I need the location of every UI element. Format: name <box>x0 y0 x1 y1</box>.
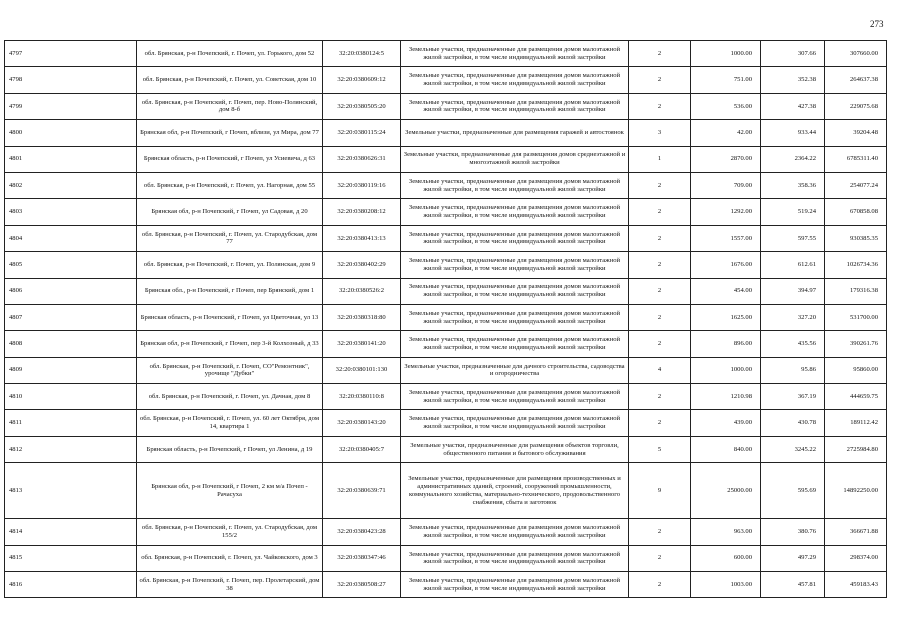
group-cell: 2 <box>629 278 691 304</box>
cadastral-number-cell: 32:20:0380119:16 <box>323 172 401 198</box>
cadastral-value-cell: 95860.00 <box>825 357 887 383</box>
cadastral-number-cell: 32:20:0380141:20 <box>323 331 401 357</box>
area-cell: 1000.00 <box>691 357 761 383</box>
address-cell: обл. Брянская, р-н Почепский, г. Почеп, ул. Советская, дом 10 <box>137 67 323 93</box>
land-plots-table <box>4 40 887 598</box>
cadastral-number-cell: 32:20:0380609:12 <box>323 67 401 93</box>
land-use-cell: Земельные участки, предназначенные для размещения домов малоэтажной жилой застройки, в том числе индивидуальной жилой застройки <box>401 331 629 357</box>
cadastral-value-cell: 298374.00 <box>825 545 887 571</box>
row-number: 4805 <box>5 252 137 278</box>
row-number: 4814 <box>5 519 137 545</box>
group-cell: 2 <box>629 67 691 93</box>
table-row <box>5 572 887 598</box>
land-use-cell: Земельные участки, предназначенные для размещения домов малоэтажной жилой застройки, в том числе индивидуальной жилой застройки <box>401 278 629 304</box>
cadastral-number-cell: 32:20:0380347:46 <box>323 545 401 571</box>
address-cell: Брянская область, р-н Почепский, г Почеп, ул Цветочная, ул 13 <box>137 304 323 330</box>
table-row <box>5 252 887 278</box>
area-cell: 1557.00 <box>691 225 761 251</box>
address-cell: обл. Брянская, р-н Почепский, г. Почеп, ул. Стародубская, дом 77 <box>137 225 323 251</box>
cadastral-number-cell: 32:20:0380110:8 <box>323 384 401 410</box>
row-number: 4813 <box>5 463 137 519</box>
row-number: 4808 <box>5 331 137 357</box>
cadastral-value-cell: 307660.00 <box>825 41 887 67</box>
cadastral-number-cell: 32:20:0380413:13 <box>323 225 401 251</box>
specific-value-cell: 2364.22 <box>761 146 825 172</box>
table-row <box>5 384 887 410</box>
table-row <box>5 463 887 519</box>
specific-value-cell: 519.24 <box>761 199 825 225</box>
cadastral-number-cell: 32:20:0380402:29 <box>323 252 401 278</box>
land-use-cell: Земельные участки, предназначенные для размещения домов малоэтажной жилой застройки, в том числе индивидуальной жилой застройки <box>401 93 629 119</box>
group-cell: 2 <box>629 331 691 357</box>
area-cell: 454.00 <box>691 278 761 304</box>
row-number: 4797 <box>5 41 137 67</box>
group-cell: 2 <box>629 572 691 598</box>
group-cell: 9 <box>629 463 691 519</box>
row-number: 4804 <box>5 225 137 251</box>
group-cell: 2 <box>629 172 691 198</box>
cadastral-value-cell: 670858.08 <box>825 199 887 225</box>
area-cell: 1210.98 <box>691 384 761 410</box>
cadastral-value-cell: 229075.68 <box>825 93 887 119</box>
address-cell: Брянская обл, р-н Почепский, г Почеп, пер 3-й Колхозный, д 33 <box>137 331 323 357</box>
cadastral-number-cell: 32:20:0380124:5 <box>323 41 401 67</box>
cadastral-value-cell: 189112.42 <box>825 410 887 436</box>
group-cell: 2 <box>629 225 691 251</box>
table-row <box>5 436 887 462</box>
table-row <box>5 199 887 225</box>
cadastral-number-cell: 32:20:0380143:20 <box>323 410 401 436</box>
cadastral-value-cell: 531700.00 <box>825 304 887 330</box>
land-use-cell: Земельные участки, предназначенные для размещения гаражей и автостоянок <box>401 120 629 146</box>
table-row <box>5 41 887 67</box>
land-use-cell: Земельные участки, предназначенные для размещения домов малоэтажной жилой застройки, в том числе индивидуальной жилой застройки <box>401 304 629 330</box>
specific-value-cell: 612.61 <box>761 252 825 278</box>
address-cell: Брянская обл., р-н Почепский, г Почеп, пер Брянский, дом 1 <box>137 278 323 304</box>
cadastral-value-cell: 39204.48 <box>825 120 887 146</box>
group-cell: 2 <box>629 199 691 225</box>
table-row <box>5 146 887 172</box>
cadastral-value-cell: 1026734.36 <box>825 252 887 278</box>
specific-value-cell: 380.76 <box>761 519 825 545</box>
table-row <box>5 120 887 146</box>
table-row <box>5 278 887 304</box>
table-row <box>5 225 887 251</box>
area-cell: 1676.00 <box>691 252 761 278</box>
address-cell: Брянская обл, р-н Почепский, г Почеп, 2 км м/а Почеп - Рачасуха <box>137 463 323 519</box>
specific-value-cell: 367.19 <box>761 384 825 410</box>
specific-value-cell: 394.97 <box>761 278 825 304</box>
group-cell: 2 <box>629 384 691 410</box>
land-use-cell: Земельные участки, предназначенные для размещения домов малоэтажной жилой застройки, в том числе индивидуальной жилой застройки <box>401 384 629 410</box>
area-cell: 439.00 <box>691 410 761 436</box>
row-number: 4801 <box>5 146 137 172</box>
address-cell: обл. Брянская, р-н Почепский, г. Почеп, ул. 60 лет Октября, дом 14, квартира 1 <box>137 410 323 436</box>
specific-value-cell: 307.66 <box>761 41 825 67</box>
specific-value-cell: 327.20 <box>761 304 825 330</box>
area-cell: 896.00 <box>691 331 761 357</box>
cadastral-number-cell: 32:20:0380508:27 <box>323 572 401 598</box>
address-cell: обл. Брянская, р-н Почепский, г. Почеп, ул. Горького, дом 52 <box>137 41 323 67</box>
cadastral-number-cell: 32:20:0380423:28 <box>323 519 401 545</box>
group-cell: 3 <box>629 120 691 146</box>
land-use-cell: Земельные участки, предназначенные для размещения домов малоэтажной жилой застройки, в том числе индивидуальной жилой застройки <box>401 545 629 571</box>
table-row <box>5 519 887 545</box>
specific-value-cell: 95.86 <box>761 357 825 383</box>
cadastral-value-cell: 2725984.80 <box>825 436 887 462</box>
table-row <box>5 331 887 357</box>
group-cell: 5 <box>629 436 691 462</box>
cadastral-value-cell: 444659.75 <box>825 384 887 410</box>
row-number: 4802 <box>5 172 137 198</box>
specific-value-cell: 497.29 <box>761 545 825 571</box>
area-cell: 2870.00 <box>691 146 761 172</box>
group-cell: 1 <box>629 146 691 172</box>
group-cell: 2 <box>629 545 691 571</box>
specific-value-cell: 595.69 <box>761 463 825 519</box>
group-cell: 2 <box>629 519 691 545</box>
row-number: 4816 <box>5 572 137 598</box>
address-cell: Брянская обл, р-н Почепский, г Почеп, вблизи, ул Мира, дом 77 <box>137 120 323 146</box>
cadastral-value-cell: 14892250.00 <box>825 463 887 519</box>
area-cell: 1292.00 <box>691 199 761 225</box>
cadastral-number-cell: 32:20:0380639:71 <box>323 463 401 519</box>
cadastral-value-cell: 6785311.40 <box>825 146 887 172</box>
address-cell: обл. Брянская, р-н Почепский, г. Почеп, ул. Дачная, дом 8 <box>137 384 323 410</box>
table-row <box>5 172 887 198</box>
table-row <box>5 410 887 436</box>
specific-value-cell: 933.44 <box>761 120 825 146</box>
specific-value-cell: 457.81 <box>761 572 825 598</box>
specific-value-cell: 352.38 <box>761 67 825 93</box>
group-cell: 2 <box>629 410 691 436</box>
specific-value-cell: 597.55 <box>761 225 825 251</box>
area-cell: 1000.00 <box>691 41 761 67</box>
table-row <box>5 545 887 571</box>
land-use-cell: Земельные участки, предназначенные для размещения домов малоэтажной жилой застройки, в том числе индивидуальной жилой застройки <box>401 572 629 598</box>
land-use-cell: Земельные участки, предназначенные для размещения объектов торговли, общественного питания и бытового обслуживания <box>401 436 629 462</box>
cadastral-number-cell: 32:20:0380101:130 <box>323 357 401 383</box>
cadastral-value-cell: 390261.76 <box>825 331 887 357</box>
area-cell: 42.00 <box>691 120 761 146</box>
area-cell: 1625.00 <box>691 304 761 330</box>
page-number: 273 <box>870 19 884 29</box>
area-cell: 840.00 <box>691 436 761 462</box>
row-number: 4812 <box>5 436 137 462</box>
land-use-cell: Земельные участки, предназначенные для дачного строительства, садоводства и огородничества <box>401 357 629 383</box>
group-cell: 2 <box>629 93 691 119</box>
table-body <box>5 41 887 598</box>
area-cell: 25000.00 <box>691 463 761 519</box>
group-cell: 2 <box>629 304 691 330</box>
row-number: 4809 <box>5 357 137 383</box>
land-use-cell: Земельные участки, предназначенные для размещения домов малоэтажной жилой застройки, в том числе индивидуальной жилой застройки <box>401 67 629 93</box>
cadastral-value-cell: 459183.43 <box>825 572 887 598</box>
area-cell: 709.00 <box>691 172 761 198</box>
area-cell: 536.00 <box>691 93 761 119</box>
table-row <box>5 357 887 383</box>
row-number: 4810 <box>5 384 137 410</box>
land-use-cell: Земельные участки, предназначенные для размещения домов малоэтажной жилой застройки, в том числе индивидуальной жилой застройки <box>401 41 629 67</box>
specific-value-cell: 430.78 <box>761 410 825 436</box>
area-cell: 963.00 <box>691 519 761 545</box>
land-use-cell: Земельные участки, предназначенные для размещения домов малоэтажной жилой застройки, в том числе индивидуальной жилой застройки <box>401 410 629 436</box>
address-cell: Брянская обл, р-н Почепский, г Почеп, ул Садовая, д 20 <box>137 199 323 225</box>
address-cell: обл. Брянская, р-н Почепский, г. Почеп, пер. Пролетарский, дом 38 <box>137 572 323 598</box>
specific-value-cell: 427.38 <box>761 93 825 119</box>
group-cell: 2 <box>629 252 691 278</box>
cadastral-value-cell: 264637.38 <box>825 67 887 93</box>
address-cell: обл. Брянская, р-н Почепский, г. Почеп, ул. Полянская, дом 9 <box>137 252 323 278</box>
cadastral-number-cell: 32:20:0380505:20 <box>323 93 401 119</box>
cadastral-number-cell: 32:20:0380626:31 <box>323 146 401 172</box>
cadastral-value-cell: 254077.24 <box>825 172 887 198</box>
group-cell: 4 <box>629 357 691 383</box>
land-use-cell: Земельные участки, предназначенные для размещения домов малоэтажной жилой застройки, в том числе индивидуальной жилой застройки <box>401 252 629 278</box>
cadastral-number-cell: 32:20:0380526:2 <box>323 278 401 304</box>
specific-value-cell: 358.36 <box>761 172 825 198</box>
cadastral-value-cell: 930385.35 <box>825 225 887 251</box>
cadastral-number-cell: 32:20:0380405:7 <box>323 436 401 462</box>
row-number: 4811 <box>5 410 137 436</box>
land-use-cell: Земельные участки, предназначенные для размещения домов малоэтажной жилой застройки, в том числе индивидуальной жилой застройки <box>401 199 629 225</box>
land-use-cell: Земельные участки, предназначенные для размещения домов малоэтажной жилой застройки, в том числе индивидуальной жилой застройки <box>401 519 629 545</box>
area-cell: 751.00 <box>691 67 761 93</box>
row-number: 4807 <box>5 304 137 330</box>
address-cell: Брянская область, р-н Почепский, г Почеп, ул Ленина, д 19 <box>137 436 323 462</box>
address-cell: обл. Брянская, р-н Почепский, г. Почеп, пер. Ново-Полянский, дом 8-б <box>137 93 323 119</box>
address-cell: обл. Брянская, р-н Почепский, г. Почеп, СО"Ремонтник", урочище "Дубки" <box>137 357 323 383</box>
address-cell: Брянская область, р-н Почепский, г Почеп, ул Усиевича, д 63 <box>137 146 323 172</box>
land-use-cell: Земельные участки, предназначенные для размещения домов малоэтажной жилой застройки, в том числе индивидуальной жилой застройки <box>401 225 629 251</box>
address-cell: обл. Брянская, р-н Почепский, г. Почеп, ул. Чайковского, дом 3 <box>137 545 323 571</box>
area-cell: 1003.00 <box>691 572 761 598</box>
cadastral-value-cell: 179316.38 <box>825 278 887 304</box>
land-use-cell: Земельные участки, предназначенные для размещения производственных и административных зданий, строений, сооружений промышленности, коммунального хозяйства, материально-технического, продовольственного снабжения, сбыта и заготовок <box>401 463 629 519</box>
area-cell: 600.00 <box>691 545 761 571</box>
table-row <box>5 67 887 93</box>
land-use-cell: Земельные участки, предназначенные для размещения домов малоэтажной жилой застройки, в том числе индивидуальной жилой застройки <box>401 172 629 198</box>
group-cell: 2 <box>629 41 691 67</box>
table-row <box>5 304 887 330</box>
row-number: 4800 <box>5 120 137 146</box>
cadastral-value-cell: 366671.88 <box>825 519 887 545</box>
row-number: 4806 <box>5 278 137 304</box>
row-number: 4815 <box>5 545 137 571</box>
land-use-cell: Земельные участки, предназначенные для размещения домов среднеэтажной и многоэтажной жилой застройки <box>401 146 629 172</box>
row-number: 4803 <box>5 199 137 225</box>
cadastral-number-cell: 32:20:0380318:80 <box>323 304 401 330</box>
specific-value-cell: 3245.22 <box>761 436 825 462</box>
address-cell: обл. Брянская, р-н Почепский, г. Почеп, ул. Нагорная, дом 55 <box>137 172 323 198</box>
cadastral-number-cell: 32:20:0380115:24 <box>323 120 401 146</box>
table-row <box>5 93 887 119</box>
row-number: 4798 <box>5 67 137 93</box>
cadastral-number-cell: 32:20:0380208:12 <box>323 199 401 225</box>
address-cell: обл. Брянская, р-н Почепский, г. Почеп, ул. Стародубская, дом 155/2 <box>137 519 323 545</box>
row-number: 4799 <box>5 93 137 119</box>
specific-value-cell: 435.56 <box>761 331 825 357</box>
